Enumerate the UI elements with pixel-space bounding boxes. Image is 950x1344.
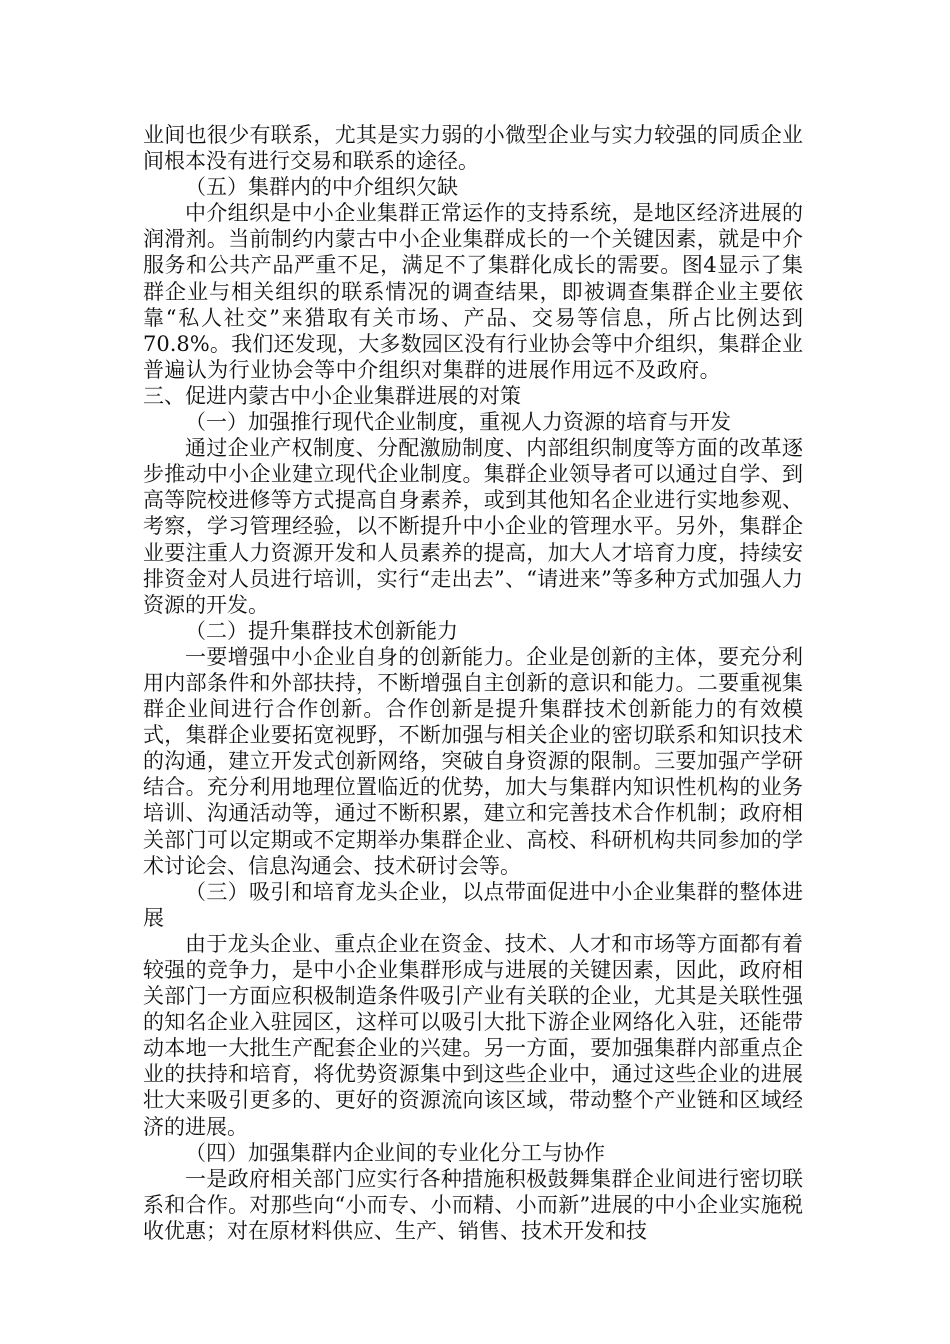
paragraph-innovation: 一要增强中小企业自身的创新能力。企业是创新的主体，要充分利用内部条件和外部扶持，不断增强自主创新的意识和能力。二要重视集群企业间进行合作创新。合作创新是提升集群技术创新能力的有效模式，集群企业要拓宽视野，不断加强与相关企业的密切联系和知识技术的沟通，建立开发式创新网络，突破自身资源的限制。三要加强产学研结合。充分利用地理位置临近的优势，加大与集群内知识性机构的业务培训、沟通活动等，通过不断积累，建立和完善技术合作机制；政府相关部门可以定期或不定期举办集群企业、高校、科研机构共同参加的学术讨论会、信息沟通会、技术研讨会等。 [143,644,803,878]
paragraph-leading-enterprises: 由于龙头企业、重点企业在资金、技术、人才和市场等方面都有着较强的竞争力，是中小企业集群形成与进展的关键因素，因此，政府相关部门一方面应积极制造条件吸引产业有关联的企业，尤其是关联性强的知名企业入驻园区，这样可以吸引大批下游企业网络化入驻，还能带动本地一大批生产配套企业的兴建。另一方面，要加强集群内部重点企业的扶持和培育，将优势资源集中到这些企业中，通过这些企业的进展壮大来吸引更多的、更好的资源流向该区域，带动整个产业链和区域经济的进展。 [143,931,803,1139]
paragraph-text: 中介组织是中小企业集群正常运作的支持系统，是地区经济进展的润滑剂。当前制约内蒙古中小企业集群成长的一个关键因素，就是中介服务和公共产品严重不足，满足不了集群化成长的需要。图4显示了集群企业与相关组织的联系情况的调查结果，即被调查集群企业主要依靠“私人社交”来猎取有关市场、产品、交易等信息，所占比例达到70.8%。我们还发现，大多数园区没有行业协会等中介组织，集群企业普遍认为行业协会等中介组织对集群的进展作用远不及政府。 [143,201,803,382]
paragraph-continuation: 业间也很少有联系，尤其是实力弱的小微型企业与实力较强的同质企业间根本没有进行交易和联系的途径。 [143,123,803,174]
section-heading-4: （四）加强集群内企业间的专业化分工与协作 [185,1140,605,1165]
paragraph-specialization: 一是政府相关部门应实行各种措施积极鼓舞集群企业间进行密切联系和合作。对那些向“小而专、小而精、小而新”进展的中小企业实施税收优惠；对在原材料供应、生产、销售、技术开发和技 [143,1166,803,1243]
section-heading-3: （三）吸引和培育龙头企业，以点带面促进中小企业集群的整体进展 [143,879,803,930]
section-heading-5: （五）集群内的中介组织欠缺 [185,175,458,200]
paragraph-intermediary-organizations [143,200,803,409]
section-heading-1: （一）加强推行现代企业制度，重视人力资源的培育与开发 [185,410,731,435]
section-heading-2: （二）提升集群技术创新能力 [185,618,458,643]
document-body [143,122,803,1244]
paragraph-modern-enterprise: 通过企业产权制度、分配激励制度、内部组织制度等方面的改革逐步推动中小企业建立现代企业制度。集群企业领导者可以通过自学、到高等院校进修等方式提高自身素养，或到其他知名企业进行实地参观、考察，学习管理经验，以不断提升中小企业的管理水平。另外，集群企业要注重人力资源开发和人员素养的提高，加大人才培育力度，持续安排资金对人员进行培训，实行“走出去”、“请进来”等多种方式加强人力资源的开发。 [143,436,803,617]
section-title-three: 三、促进内蒙古中小企业集群进展的对策 [143,383,521,408]
